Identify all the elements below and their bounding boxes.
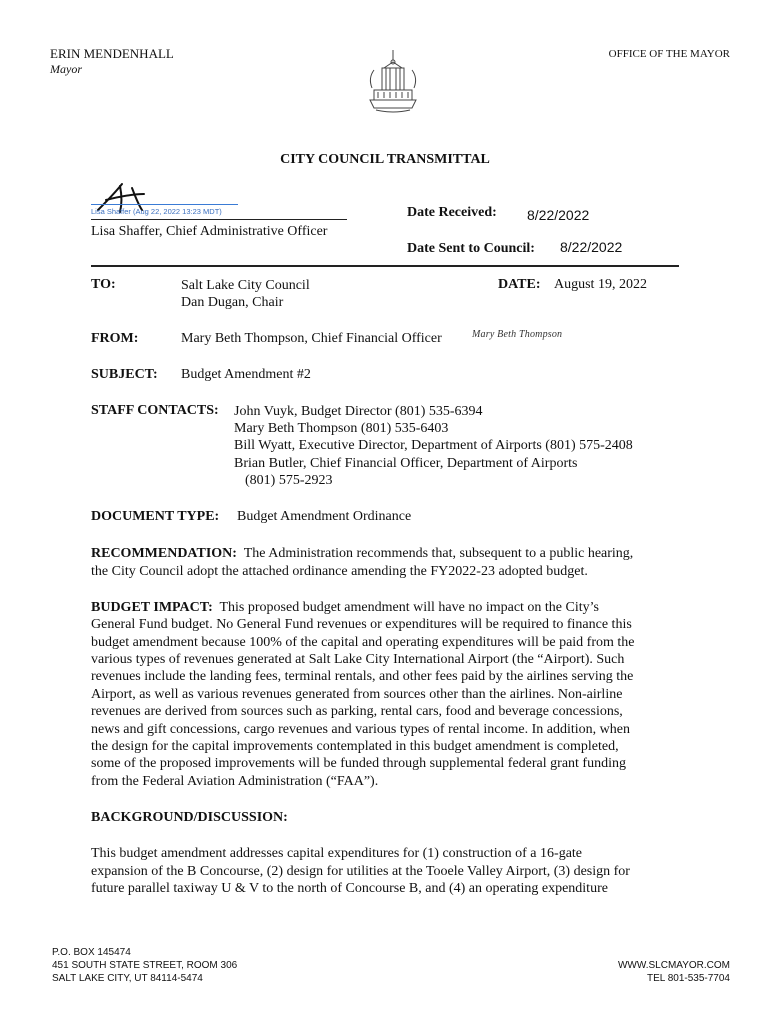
date-sent-value: 8/22/2022: [560, 239, 623, 255]
to-label: TO:: [91, 277, 116, 292]
budget-impact-line: [91, 599, 599, 616]
footer-city: SALT LAKE CITY, UT 84114-5474: [52, 973, 203, 984]
document-title: CITY COUNCIL TRANSMITTAL: [280, 152, 490, 167]
background-text: future parallel taxiway U & V to the north of Concourse B, and (4) an operating expenditure: [91, 881, 608, 896]
header-divider: [91, 265, 679, 267]
staff-contact: John Vuyk, Budget Director (801) 535-6394: [234, 404, 483, 419]
city-seal-icon: [362, 48, 424, 114]
signer-name-title: Lisa Shaffer, Chief Administrative Officer: [91, 224, 328, 239]
budget-impact-text: revenues include the landing fees, terminal rentals, and other fees paid by the airlines serving the: [91, 669, 634, 684]
date-received-label: Date Received:: [407, 205, 497, 220]
mayor-title: Mayor: [50, 62, 82, 76]
staff-contacts-label: STAFF CONTACTS:: [91, 403, 219, 418]
background-text: This budget amendment addresses capital expenditures for (1) construction of a 16-gate: [91, 846, 583, 861]
footer-po-box: P.O. BOX 145474: [52, 947, 131, 958]
background-text: expansion of the B Concourse, (2) design for utilities at the Tooele Valley Airport, (3) design for: [91, 864, 630, 879]
footer-phone: TEL 801-535-7704: [646, 973, 730, 984]
mayor-name: ERIN MENDENHALL: [50, 46, 174, 61]
staff-contact: (801) 575-2923: [245, 473, 333, 488]
subject-label: SUBJECT:: [91, 367, 158, 382]
office-of-the-mayor: OFFICE OF THE MAYOR: [608, 48, 730, 60]
from-signature: Mary Beth Thompson: [472, 329, 563, 340]
from-value: Mary Beth Thompson, Chief Financial Officer: [181, 331, 442, 346]
budget-impact-text: various types of revenues generated at Salt Lake City International Airport (the “Airport). Such: [91, 652, 625, 667]
recommendation-line: [91, 545, 633, 562]
staff-contact: Brian Butler, Chief Financial Officer, Department of Airports: [234, 456, 578, 471]
staff-contact: Bill Wyatt, Executive Director, Department of Airports (801) 575-2408: [234, 438, 633, 453]
footer-website: WWW.SLCMAYOR.COM: [617, 960, 730, 971]
signature-line: [91, 219, 347, 220]
budget-impact-text: This proposed budget amendment will have no impact on the City’s: [219, 600, 599, 615]
to-recipient-chair: Dan Dugan, Chair: [181, 295, 284, 310]
footer-address: [52, 946, 237, 985]
date-received-value: 8/22/2022: [527, 207, 590, 223]
background-label: BACKGROUND/DISCUSSION:: [91, 810, 288, 825]
date-label: DATE:: [498, 277, 541, 292]
signature-stamp: Lisa Shaffer (Aug 22, 2022 13:23 MDT): [91, 207, 222, 216]
budget-impact-label: BUDGET IMPACT:: [91, 600, 213, 615]
date-value: August 19, 2022: [554, 277, 647, 292]
document-type-label: DOCUMENT TYPE:: [91, 509, 220, 524]
recommendation-text: The Administration recommends that, subsequent to a public hearing,: [243, 546, 634, 561]
signature-blue-line: [91, 204, 238, 205]
recommendation-label: RECOMMENDATION:: [91, 546, 237, 561]
budget-impact-text: budget amendment because 100% of the capital and operating expenditures will be paid from the: [91, 635, 635, 650]
budget-impact-text: the design for the capital improvements contemplated in this budget amendment is completed,: [91, 739, 619, 754]
budget-impact-text: from the Federal Aviation Administration (“FAA”).: [91, 774, 379, 789]
footer-street: 451 SOUTH STATE STREET, ROOM 306: [52, 960, 238, 971]
budget-impact-text: Airport, as well as various revenues generated from sources other than the airlines. Non-airline: [91, 687, 623, 702]
subject-value: Budget Amendment #2: [181, 367, 311, 382]
recommendation-text: the City Council adopt the attached ordinance amending the FY2022-23 adopted budget.: [91, 564, 588, 579]
budget-impact-text: revenues are derived from sources such as parking, rental cars, food and beverage concessions,: [91, 704, 623, 719]
date-sent-label: Date Sent to Council:: [407, 241, 535, 256]
budget-impact-text: news and gift concessions, cargo revenues and various types of rental income. In addition, when: [91, 722, 630, 737]
document-type-value: Budget Amendment Ordinance: [237, 509, 412, 524]
footer-contact: [560, 959, 730, 985]
staff-contact: Mary Beth Thompson (801) 535-6403: [234, 421, 449, 436]
to-recipient: Salt Lake City Council: [181, 278, 310, 293]
from-label: FROM:: [91, 331, 139, 346]
budget-impact-text: General Fund budget. No General Fund revenues or expenditures will be required to finance this: [91, 617, 632, 632]
budget-impact-text: some of the proposed improvements will be funded through supplemental federal grant funding: [91, 756, 626, 771]
